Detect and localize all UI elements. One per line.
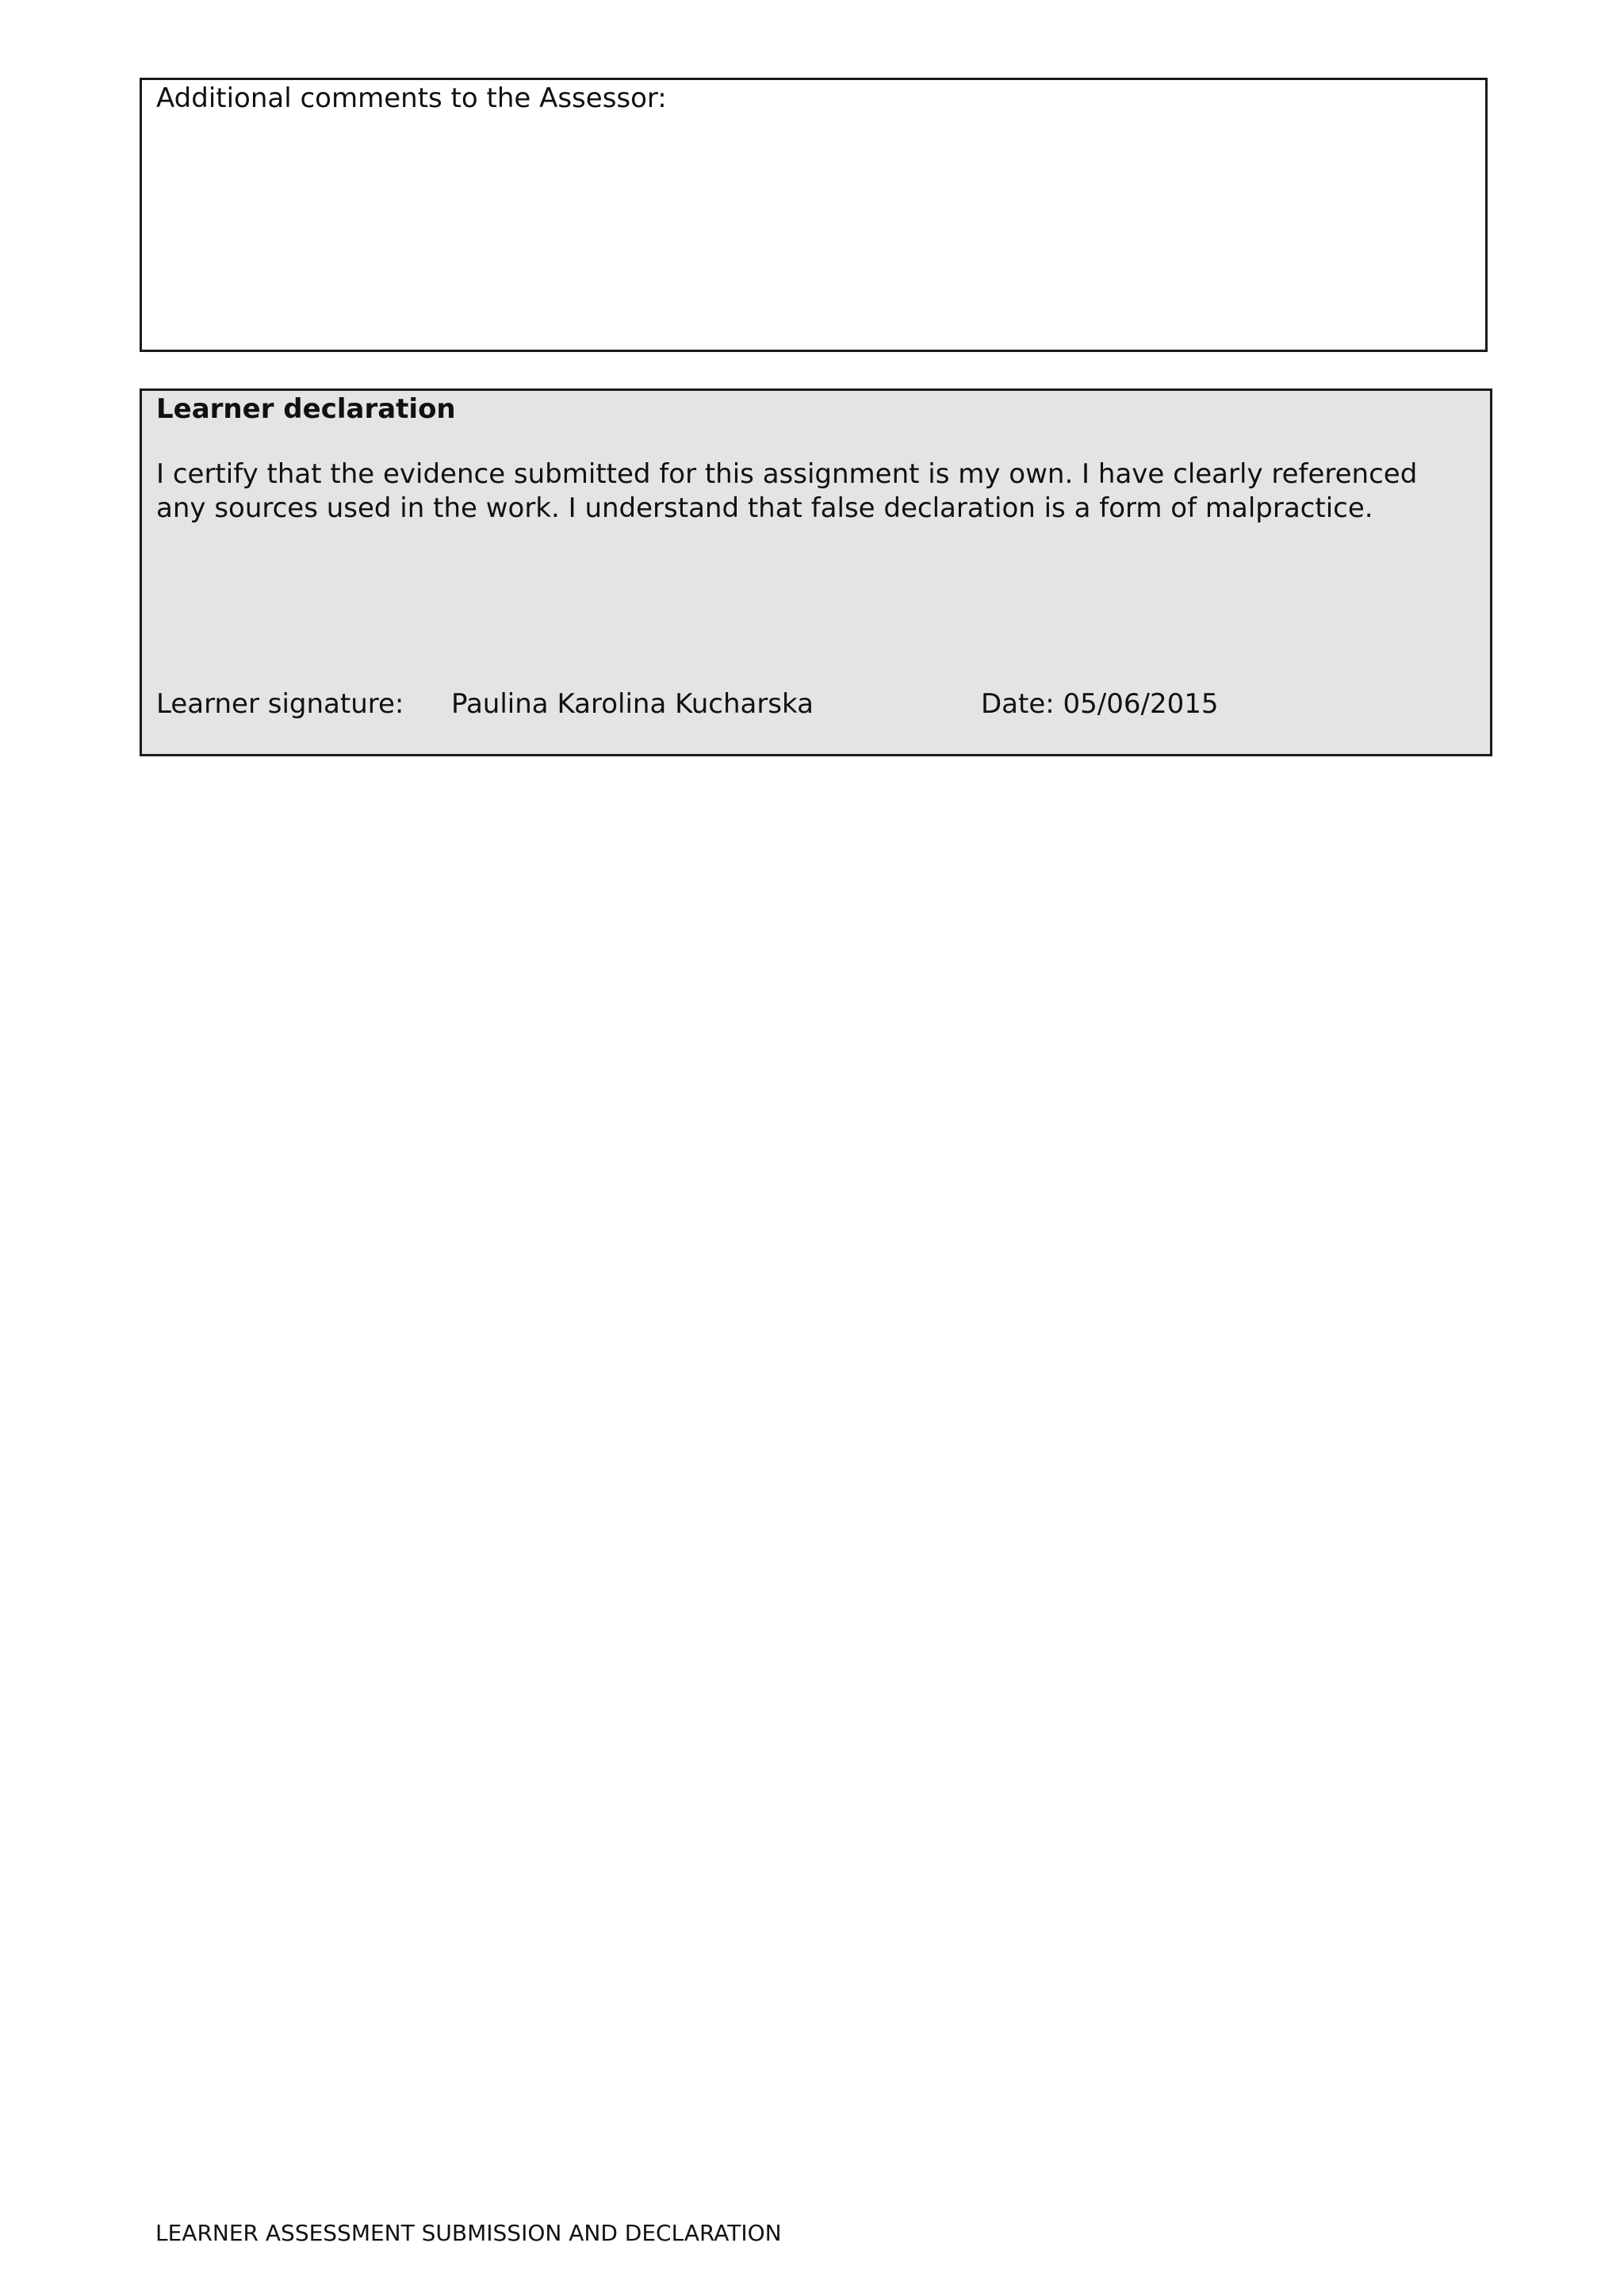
assessor-comments-label: Additional comments to the Assessor: xyxy=(156,82,667,114)
date-field xyxy=(981,687,1219,721)
declaration-statement xyxy=(156,457,1473,526)
signature-label: Learner signature: xyxy=(156,688,404,720)
date-value: 05/06/2015 xyxy=(1063,688,1219,720)
declaration-heading: Learner declaration xyxy=(156,393,456,425)
learner-declaration-box xyxy=(140,388,1492,756)
assessor-comments-box xyxy=(140,78,1488,352)
declaration-line-1: I certify that the evidence submitted for this assignment is my own. I have clearly referenced xyxy=(156,458,1418,490)
declaration-line-2: any sources used in the work. I understand that false declaration is a form of malpractice. xyxy=(156,492,1373,524)
date-label: Date: xyxy=(981,688,1055,720)
signature-value: Paulina Karolina Kucharska xyxy=(451,688,814,720)
page-footer: LEARNER ASSESSMENT SUBMISSION AND DECLARATION xyxy=(155,2220,782,2246)
